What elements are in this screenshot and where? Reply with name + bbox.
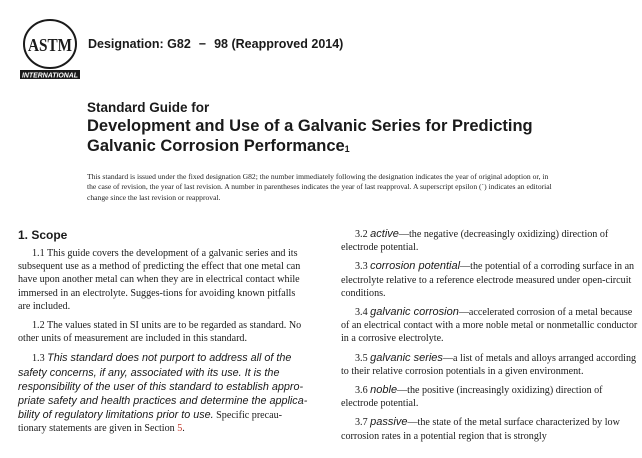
definition-3-7: [341, 416, 641, 442]
definition-number: 3.5: [355, 352, 368, 364]
scope-heading: 1. Scope: [18, 228, 68, 242]
definition-term: corrosion potential: [370, 260, 461, 273]
definition-term: active: [370, 228, 399, 240]
designation-line: [88, 37, 343, 51]
definition-term: galvanic corrosion: [370, 306, 459, 319]
scope-column: [18, 228, 310, 442]
definition-3-2: [341, 228, 641, 254]
definition-3-5: [341, 352, 641, 378]
definition-number: 3.4: [355, 307, 368, 319]
title-line-2: [87, 136, 533, 159]
definition-text: —the potential of a corroding surface in an electrolyte relative to a reference electrode measured under open-circuit conditions.: [341, 261, 635, 299]
safety-caution-text: This standard does not purport to address all of the safety concerns, if any, associated with its use. It is the responsibility of the user of this standard to establish appro-priate safety and health practices and determine the applica-bility of regulatory limitations prior to use.: [18, 352, 308, 422]
definition-number: 3.3: [355, 261, 368, 273]
definition-3-3: [341, 260, 641, 300]
section-5-link[interactable]: 5: [177, 423, 183, 435]
document-title: [87, 100, 533, 159]
paragraph-tail: Specific precau-tionary statements are given in Section: [18, 410, 283, 435]
definition-text: —the positive (increasingly oxidizing) direction of electrode potential.: [341, 385, 603, 410]
definition-term: noble: [370, 384, 398, 397]
definition-3-6: [341, 384, 641, 410]
astm-international-logo: [18, 18, 82, 80]
definition-number: 3.7: [355, 417, 368, 429]
logo-text-top: ASTM: [28, 35, 72, 55]
standard-issuance-note: This standard is issued under the fixed designation G82; the number immediately following the designation indicates the year of original adoption or, in the case of revision, the year of last revision. A number in parentheses indicates the year of last reapproval. A superscript epsilon (´) indicates an editorial change since the last revision or reapproval.: [87, 172, 552, 202]
title-line-1: Development and Use of a Galvanic Series for Predicting: [87, 117, 533, 135]
definition-term: galvanic series: [370, 351, 443, 364]
definition-term: passive: [370, 416, 408, 429]
definition-3-4: [341, 306, 641, 346]
designation-reapproved: 98 (Reapproved 2014): [214, 37, 344, 51]
designation-code: Designation: G82: [88, 37, 191, 51]
definition-text: —the negative (decreasingly oxidizing) direction of electrode potential.: [341, 229, 609, 254]
paragraph-number: 1.3: [32, 353, 45, 365]
scope-paragraph-1-3: [18, 351, 310, 435]
definition-text: —a list of metals and alloys arranged according to their relative corrosion potentials in a given environment.: [341, 352, 637, 377]
definition-text: —the state of the metal surface characterized by low corrosion rates in a potential region that is strongly: [341, 417, 620, 442]
scope-paragraph-1-1: 1.1 This guide covers the development of a galvanic series and its subsequent use as a method of predicting the effect that one metal can have upon another metal can when they are in electrical contact while immersed in an electrolyte. Sugges-tions for avoiding known pitfalls are included.: [18, 248, 301, 312]
definition-number: 3.2: [355, 229, 368, 240]
title-prefix: Standard Guide for: [87, 100, 210, 115]
definitions-column: [341, 228, 641, 449]
designation-separator: −: [198, 37, 207, 51]
title-footnote-mark: 1: [344, 144, 350, 154]
logo-text-bottom: INTERNATIONAL: [22, 72, 78, 80]
paragraph-end: .: [182, 423, 185, 435]
definition-text: —accelerated corrosion of a metal because of an electrical contact with a more noble metal or nonmetallic conductor in a corrosive electrolyte.: [341, 307, 638, 345]
title-line-2-text: Galvanic Corrosion Performance: [87, 137, 345, 155]
scope-paragraph-1-2: 1.2 The values stated in SI units are to be regarded as standard. No other units of measurement are included in this standard.: [18, 320, 302, 345]
definition-number: 3.6: [355, 385, 368, 397]
